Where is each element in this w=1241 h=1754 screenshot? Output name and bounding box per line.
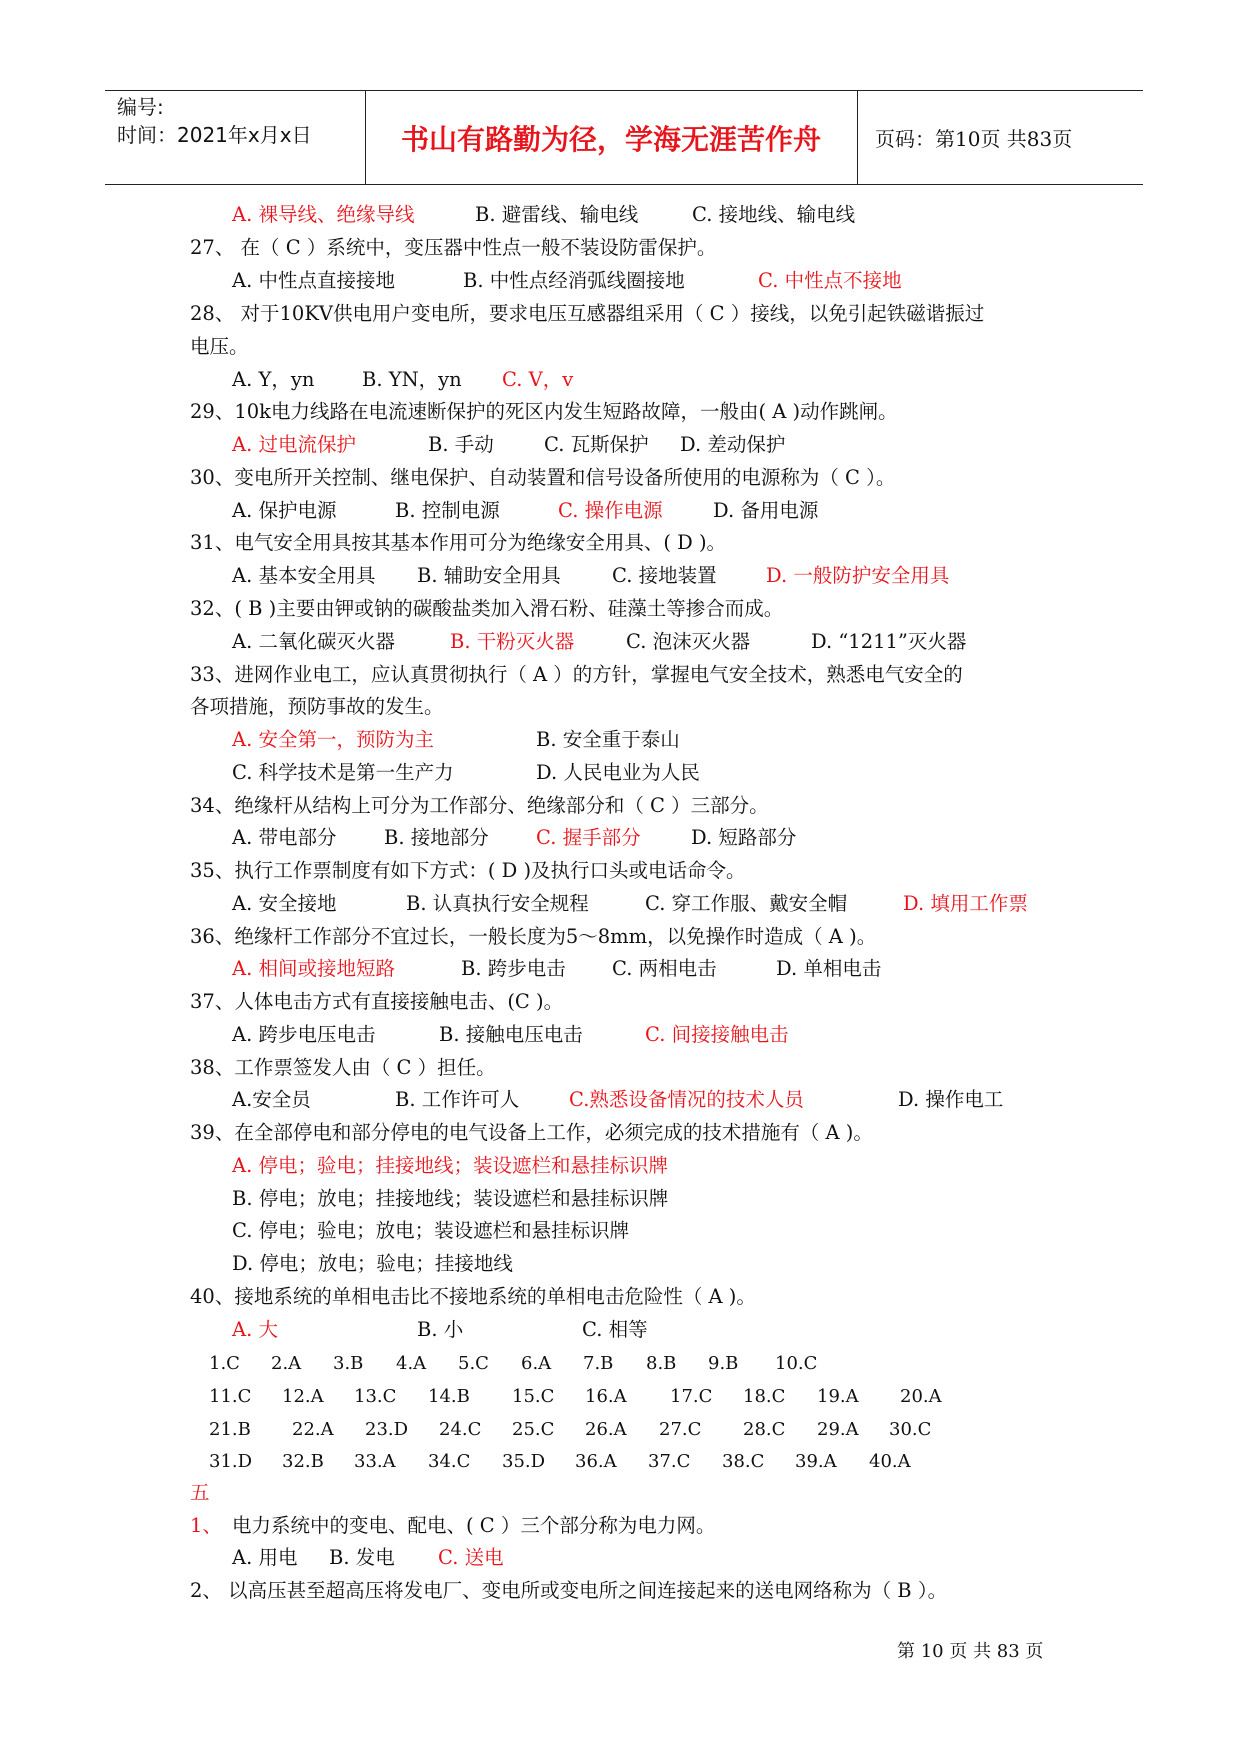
- text-fragment: B. 辅助安全用具: [417, 564, 561, 587]
- text-fragment: B. 中性点经消弧线圈接地: [463, 269, 685, 292]
- text-fragment: 38、工作票签发人由（ C ）担任。: [190, 1056, 496, 1079]
- answer-key-item: 25.C: [512, 1419, 555, 1440]
- answer-option-highlighted: A. 过电流保护: [232, 433, 356, 456]
- answer-key-item: 4.A: [396, 1353, 427, 1374]
- text-fragment: D. 差动保护: [680, 433, 786, 456]
- text-fragment: C. 泡沫灭火器: [626, 630, 751, 653]
- text-fragment: 39、在全部停电和部分停电的电气设备上工作，必须完成的技术措施有（ A )。: [190, 1121, 873, 1144]
- answer-key-item: 19.A: [817, 1386, 859, 1407]
- answer-option-highlighted: 1、: [190, 1514, 222, 1537]
- text-fragment: C. 科学技术是第一生产力: [232, 761, 454, 784]
- answer-key-item: 29.A: [817, 1419, 859, 1440]
- answer-option-highlighted: C. 中性点不接地: [758, 269, 902, 292]
- text-fragment: D. 操作电工: [898, 1088, 1004, 1111]
- text-fragment: B. 控制电源: [395, 499, 500, 522]
- text-fragment: C. 穿工作服、戴安全帽: [645, 892, 848, 915]
- text-fragment: 27、 在（ C ）系统中，变压器中性点一般不装设防雷保护。: [190, 236, 717, 259]
- answer-key-item: 40.A: [869, 1451, 911, 1472]
- answer-option-highlighted: D. 一般防护安全用具: [766, 564, 950, 587]
- text-fragment: B. 工作许可人: [395, 1088, 520, 1111]
- text-fragment: 40、接地系统的单相电击比不接地系统的单相电击危险性（ A )。: [190, 1285, 756, 1308]
- text-fragment: B. 接触电压电击: [439, 1023, 583, 1046]
- answer-key-item: 13.C: [354, 1386, 397, 1407]
- answer-key-item: 37.C: [648, 1451, 691, 1472]
- answer-key-item: 10.C: [775, 1353, 818, 1374]
- text-fragment: B. 避雷线、输电线: [475, 203, 639, 226]
- text-fragment: 37、人体电击方式有直接接触电击、(C )。: [190, 990, 564, 1013]
- answer-key-item: 6.A: [521, 1353, 552, 1374]
- page-header: [105, 90, 1143, 185]
- answer-key-item: 35.D: [502, 1451, 546, 1472]
- answer-key-item: 30.C: [889, 1419, 932, 1440]
- text-fragment: 32、( B )主要由钾或钠的碳酸盐类加入滑石粉、硅藻土等掺合而成。: [190, 597, 784, 620]
- answer-key-item: 17.C: [670, 1386, 713, 1407]
- answer-key-item: 16.A: [585, 1386, 627, 1407]
- text-fragment: B. 接地部分: [384, 826, 489, 849]
- text-fragment: C. 接地线、输电线: [692, 203, 856, 226]
- text-fragment: 29、10k电力线路在电流速断保护的死区内发生短路故障，一般由( A )动作跳闸。: [190, 400, 898, 423]
- header-motto: 书山有路勤为径，学海无涯苦作舟: [400, 122, 821, 156]
- answer-option-highlighted: C. 间接接触电击: [645, 1023, 789, 1046]
- answer-key-item: 20.A: [900, 1386, 942, 1407]
- answer-key-item: 24.C: [439, 1419, 482, 1440]
- header-divider: [857, 91, 858, 184]
- header-meta: [117, 93, 312, 149]
- text-fragment: C. 两相电击: [612, 957, 717, 980]
- text-fragment: C. 接地装置: [612, 564, 717, 587]
- page-footer: 第 10 页 共 83 页: [897, 1641, 1044, 1662]
- answer-option-highlighted: A. 相间或接地短路: [232, 957, 395, 980]
- text-fragment: 31、电气安全用具按其基本作用可分为绝缘安全用具、( D )。: [190, 531, 727, 554]
- answer-key-item: 15.C: [512, 1386, 555, 1407]
- answer-key-item: 3.B: [333, 1353, 364, 1374]
- text-fragment: 28、 对于10KV供电用户变电所，要求电压互感器组采用（ C ）接线，以免引起铁磁谐振过: [190, 302, 985, 325]
- text-fragment: A. 中性点直接接地: [232, 269, 395, 292]
- text-fragment: 36、绝缘杆工作部分不宜过长，一般长度为5～8mm，以免操作时造成（ A )。: [190, 925, 877, 948]
- answer-option-highlighted: 五: [190, 1481, 210, 1504]
- text-fragment: 30、变电所开关控制、继电保护、自动装置和信号设备所使用的电源称为（ C ）。: [190, 466, 896, 489]
- time-label: 时间：2021年x月x日: [117, 123, 312, 147]
- answer-key-item: 27.C: [659, 1419, 702, 1440]
- text-fragment: D. 单相电击: [776, 957, 882, 980]
- text-fragment: B. 发电: [329, 1546, 395, 1569]
- text-fragment: A. 基本安全用具: [232, 564, 376, 587]
- answer-key-item: 38.C: [722, 1451, 765, 1472]
- text-fragment: 35、执行工作票制度有如下方式：( D )及执行口头或电话命令。: [190, 859, 746, 882]
- answer-key-item: 18.C: [743, 1386, 786, 1407]
- answer-key-item: 22.A: [292, 1419, 334, 1440]
- text-fragment: A. 用电: [232, 1546, 298, 1569]
- answer-key-item: 36.A: [575, 1451, 617, 1472]
- answer-key-item: 33.A: [354, 1451, 396, 1472]
- text-fragment: B. 停电；放电；挂接地线；装设遮栏和悬挂标识牌: [232, 1187, 669, 1210]
- answer-key-item: 11.C: [209, 1386, 252, 1407]
- answer-key-item: 26.A: [585, 1419, 627, 1440]
- answer-key-item: 32.B: [282, 1451, 324, 1472]
- text-fragment: 电压。: [190, 335, 249, 358]
- answer-option-highlighted: C.熟悉设备情况的技术人员: [569, 1088, 804, 1111]
- answer-key-item: 23.D: [365, 1419, 409, 1440]
- text-fragment: 2、 以高压甚至超高压将发电厂、变电所或变电所之间连接起来的送电网络称为（ B ）。: [190, 1579, 948, 1602]
- answer-key-item: 34.C: [428, 1451, 471, 1472]
- answer-key-item: 31.D: [209, 1451, 253, 1472]
- text-fragment: A. 保护电源: [232, 499, 337, 522]
- answer-option-highlighted: B. 干粉灭火器: [450, 630, 575, 653]
- text-fragment: C. 相等: [582, 1318, 648, 1341]
- text-fragment: B. 认真执行安全规程: [406, 892, 589, 915]
- answer-option-highlighted: A. 大: [232, 1318, 278, 1341]
- answer-key-item: 9.B: [708, 1353, 739, 1374]
- number-label: 编号:: [117, 95, 164, 119]
- text-fragment: A.安全员: [232, 1088, 311, 1111]
- text-fragment: A. 安全接地: [232, 892, 337, 915]
- answer-option-highlighted: C. 送电: [438, 1546, 504, 1569]
- text-fragment: B. 跨步电击: [461, 957, 566, 980]
- answer-option-highlighted: C. V，v: [502, 368, 574, 391]
- answer-option-highlighted: A. 停电；验电；挂接地线；装设遮栏和悬挂标识牌: [232, 1154, 668, 1177]
- text-fragment: D. 停电；放电；验电；挂接地线: [232, 1252, 513, 1275]
- text-fragment: B. YN，yn: [362, 368, 462, 391]
- answer-option-highlighted: C. 握手部分: [536, 826, 641, 849]
- text-fragment: B. 小: [417, 1318, 464, 1341]
- answer-key-item: 1.C: [209, 1353, 240, 1374]
- text-fragment: B. 安全重于泰山: [536, 728, 680, 751]
- header-page-label: 页码：第10页 共83页: [875, 127, 1073, 151]
- text-fragment: A. 带电部分: [232, 826, 337, 849]
- text-fragment: 33、进网作业电工，应认真贯彻执行（ A ）的方针，掌握电气安全技术，熟悉电气安全的: [190, 663, 963, 686]
- text-fragment: 各项措施，预防事故的发生。: [190, 695, 444, 718]
- text-fragment: D. 备用电源: [713, 499, 819, 522]
- text-fragment: D. 短路部分: [691, 826, 797, 849]
- answer-option-highlighted: A. 安全第一，预防为主: [232, 728, 434, 751]
- answer-option-highlighted: C. 操作电源: [558, 499, 663, 522]
- text-fragment: C. 停电；验电；放电；装设遮栏和悬挂标识牌: [232, 1219, 630, 1242]
- answer-key-item: 2.A: [271, 1353, 302, 1374]
- answer-key-item: 7.B: [583, 1353, 614, 1374]
- answer-key-item: 39.A: [795, 1451, 837, 1472]
- answer-key-item: 21.B: [209, 1419, 251, 1440]
- answer-key-item: 28.C: [743, 1419, 786, 1440]
- text-fragment: B. 手动: [428, 433, 494, 456]
- answer-key-item: 5.C: [458, 1353, 489, 1374]
- answer-key-item: 14.B: [428, 1386, 470, 1407]
- answer-option-highlighted: A. 裸导线、绝缘导线: [232, 203, 415, 226]
- text-fragment: 电力系统中的变电、配电、( C ）三个部分称为电力网。: [232, 1514, 716, 1537]
- text-fragment: A. 跨步电压电击: [232, 1023, 376, 1046]
- text-fragment: C. 瓦斯保护: [544, 433, 649, 456]
- text-fragment: A. Y，yn: [232, 368, 315, 391]
- text-fragment: D. 人民电业为人民: [536, 761, 700, 784]
- answer-key-item: 8.B: [646, 1353, 677, 1374]
- answer-key-item: 12.A: [282, 1386, 324, 1407]
- answer-option-highlighted: D. 填用工作票: [903, 892, 1028, 915]
- text-fragment: 34、绝缘杆从结构上可分为工作部分、绝缘部分和（ C ）三部分。: [190, 794, 769, 817]
- text-fragment: D. “1211”灭火器: [811, 630, 967, 653]
- text-fragment: A. 二氧化碳灭火器: [232, 630, 395, 653]
